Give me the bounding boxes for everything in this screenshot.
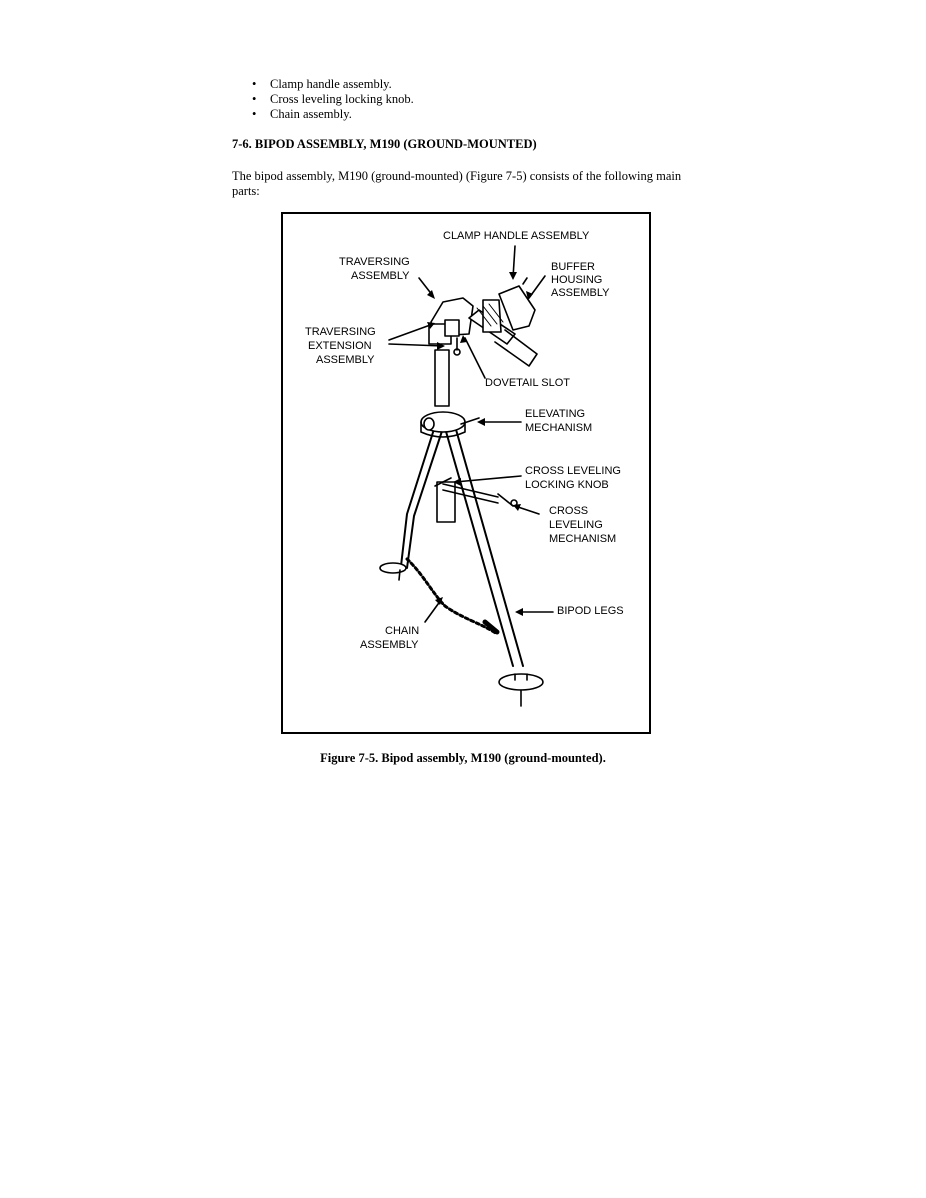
label-traversing-extension: ASSEMBLY [316,354,375,366]
label-cross-knob: CROSS LEVELING [525,465,621,477]
label-traversing-extension: TRAVERSING [305,326,376,338]
label-cross-mechanism: LEVELING [549,519,603,531]
label-bipod-legs: BIPOD LEGS [557,605,624,617]
label-buffer-housing: BUFFER [551,261,595,273]
bullet-list [252,77,414,122]
list-item: • Clamp handle assembly. [252,77,414,92]
label-cross-mechanism: MECHANISM [549,533,617,545]
label-dovetail-slot: DOVETAIL SLOT [485,377,570,389]
list-item: • Chain assembly. [252,107,414,122]
label-elevating: MECHANISM [525,422,593,434]
label-traversing: TRAVERSING [339,256,410,268]
list-item: • Cross leveling locking knob. [252,92,414,107]
label-clamp-handle: CLAMP HANDLE ASSEMBLY [443,230,590,242]
section-heading: 7-6. BIPOD ASSEMBLY, M190 (GROUND-MOUNTED) [232,137,537,151]
label-buffer-housing: HOUSING [551,274,603,286]
label-elevating: ELEVATING [525,408,586,420]
label-cross-mechanism: CROSS [549,505,589,517]
label-chain: CHAIN [385,625,420,637]
figure-frame [281,212,651,734]
intro-paragraph: The bipod assembly, M190 (ground-mounted) (Figure 7-5) consists of the following main parts: [232,169,682,198]
label-cross-knob: LOCKING KNOB [525,479,609,491]
figure-caption: Figure 7-5. Bipod assembly, M190 (ground-mounted). [320,751,606,765]
label-traversing-extension: EXTENSION [308,340,372,352]
label-traversing: ASSEMBLY [351,270,410,282]
label-buffer-housing: ASSEMBLY [551,287,610,299]
label-chain: ASSEMBLY [360,639,419,651]
